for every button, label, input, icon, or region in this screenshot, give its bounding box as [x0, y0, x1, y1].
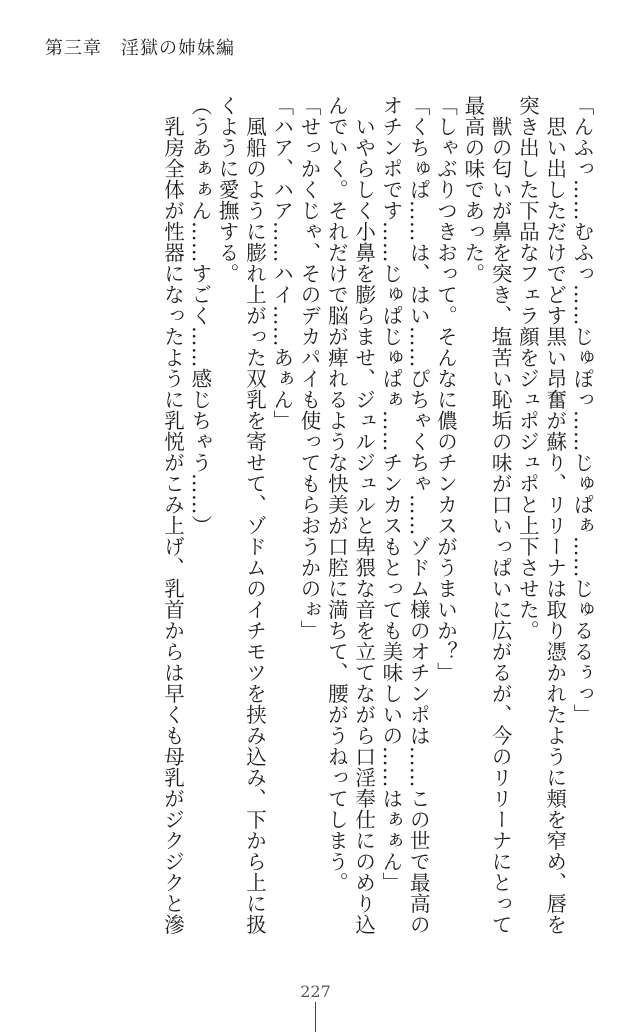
paragraph: 風船のように膨れ上がった双乳を寄せて、ゾドムのイチモツを挟み込み、下から上に扱くように愛撫する。	[215, 95, 267, 935]
paragraph: 「ハア、ハア……ハイ……あぁん」	[269, 95, 294, 431]
chapter-header: 第三章 淫獄の姉妹編	[45, 38, 235, 59]
paragraph: （うあぁぁん……すごく……感じちゃう……）	[187, 95, 212, 536]
paragraph: 「しゃぶりつきおって。そんなに儂のチンカスがうまいか？」	[433, 95, 458, 683]
paragraph: 「んふっ……むふっ……じゅぽっ……じゅぱぁ……じゅるるぅっ」	[570, 95, 594, 725]
paragraph: いやらしく小鼻を膨らませ、ジュルジュルと卑猥な音を立てながら口淫奉仕にのめり込んでいく。それだけで脳が痺れるような快美が口腔に満ちて、腰がうねってしまう。	[324, 95, 376, 935]
page-marker-line	[315, 1002, 316, 1032]
paragraph: 獣の匂いが鼻を突き、塩苦い恥垢の味が口いっぱいに広がるが、今のリリーナにとって最高の味であった。	[460, 95, 513, 935]
page-number: 227	[300, 982, 331, 1001]
paragraph: 「くちゅぱ……は、はい……ぴちゃくちゃ……ゾドム様のオチンポは……この世で最高のオチンポです……じゅぱじゅぱぁ……チンカスもとっても美味しいの……はぁぁん」	[378, 95, 431, 935]
paragraph: 思い出しただけでどす黒い昂奮が蘇り、リリーナは取り憑かれたように頬を窄め、唇を突き出した下品なフェラ顔をジュポジュポと上下させた。	[515, 95, 567, 935]
paragraph: 乳房全体が性器になったように乳悦がこみ上げ、乳首からは早くも母乳がジクジクと滲	[160, 95, 185, 935]
paragraph: 「せっかくじゃ、そのデカパイも使ってもらおうかのぉ」	[297, 95, 322, 641]
vertical-text-body	[50, 95, 595, 955]
